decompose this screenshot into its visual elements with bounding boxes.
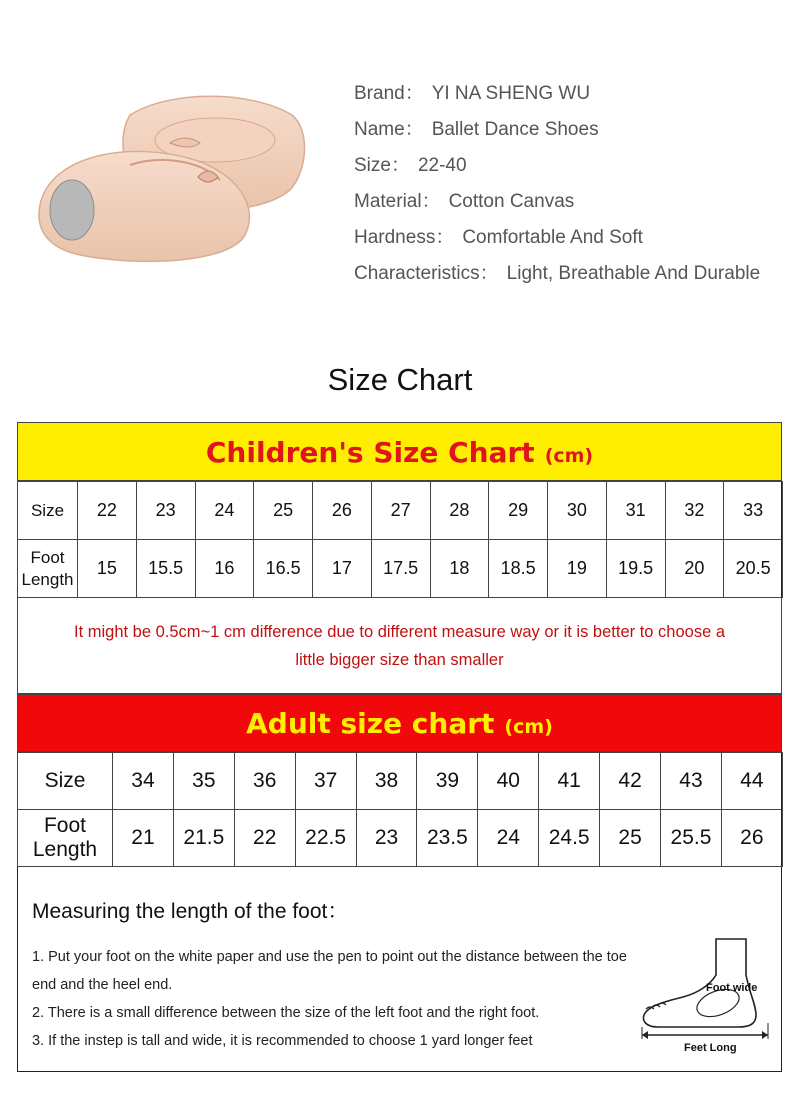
adult-foot-length-cell: 25.5 [661, 810, 722, 867]
children-foot-length-cell: 17 [313, 540, 372, 598]
children-banner-title: Children's Size Chart [205, 436, 535, 469]
children-size-cell: 23 [136, 482, 195, 540]
children-size-cell: 33 [724, 482, 783, 540]
adult-foot-length-cell: 21.5 [173, 810, 234, 867]
feet-long-label: Feet Long [684, 1042, 737, 1054]
children-size-cell: 29 [489, 482, 548, 540]
adult-foot-length-cell: 25 [600, 810, 661, 867]
adult-size-cell: 35 [173, 753, 234, 810]
adult-size-cell: 40 [478, 753, 539, 810]
children-size-cell: 30 [548, 482, 607, 540]
spec-name: Name： Ballet Dance Shoes [354, 119, 599, 140]
measure-step-3: 3. If the instep is tall and wide, it is recommended to choose 1 yard longer feet [32, 1033, 533, 1049]
adult-foot-row [18, 810, 783, 867]
adult-size-cell: 37 [295, 753, 356, 810]
adult-size-chart-banner [17, 694, 782, 752]
children-foot-row [18, 540, 783, 598]
children-foot-length-cell: 16 [195, 540, 254, 598]
foot-wide-label: Foot wide [706, 982, 758, 994]
adult-banner-title: Adult size chart [246, 707, 495, 740]
children-foot-length-cell: 16.5 [254, 540, 313, 598]
spec-size: Size： 22-40 [354, 155, 467, 176]
adult-foot-length-cell: 23.5 [417, 810, 478, 867]
children-size-cell: 27 [371, 482, 430, 540]
adult-banner-unit: (cm) [504, 716, 553, 738]
children-size-cell: 24 [195, 482, 254, 540]
measure-step-2: 2. There is a small difference between the size of the left foot and the right foot. [32, 1005, 540, 1021]
children-foot-length-cell: 15 [78, 540, 137, 598]
children-foot-length-cell: 18 [430, 540, 489, 598]
adult-foot-length-cell: 21 [113, 810, 174, 867]
children-foot-length-cell: 15.5 [136, 540, 195, 598]
adult-size-row [18, 753, 783, 810]
children-foot-length-cell: 20 [665, 540, 724, 598]
children-size-cell: 31 [606, 482, 665, 540]
adult-foot-length-cell: 26 [721, 810, 782, 867]
children-size-cell: 26 [313, 482, 372, 540]
measuring-title: Measuring the length of the foot： [32, 900, 349, 923]
adult-size-cell: 44 [721, 753, 782, 810]
adult-size-cell: 43 [661, 753, 722, 810]
adult-size-header: Size [18, 753, 113, 810]
adult-foot-length-cell: 23 [356, 810, 417, 867]
adult-size-table [17, 752, 783, 867]
size-note: It might be 0.5cm~1 cm difference due to different measure way or it is better to choose a little bigger size than smaller [17, 597, 782, 694]
adult-size-cell: 34 [113, 753, 174, 810]
spec-hardness: Hardness： Comfortable And Soft [354, 227, 643, 248]
adult-foot-header: Foot Length [18, 810, 113, 867]
spec-characteristics: Characteristics： Light, Breathable And Durable [354, 263, 761, 284]
children-size-cell: 22 [78, 482, 137, 540]
children-size-row [18, 482, 783, 540]
adult-size-cell: 39 [417, 753, 478, 810]
foot-diagram-icon [638, 935, 773, 1060]
children-size-cell: 32 [665, 482, 724, 540]
adult-foot-length-cell: 22.5 [295, 810, 356, 867]
spec-brand: Brand： YI NA SHENG WU [354, 83, 591, 104]
adult-size-cell: 38 [356, 753, 417, 810]
children-foot-header: Foot Length [18, 540, 78, 598]
size-chart-title: Size Chart [327, 362, 473, 397]
children-banner-unit: (cm) [544, 445, 594, 467]
adult-size-cell: 36 [234, 753, 295, 810]
children-foot-length-cell: 19 [548, 540, 607, 598]
measure-step-1: 1. Put your foot on the white paper and use the pen to point out the distance between the toe end and the heel end. [32, 949, 627, 993]
children-size-table [17, 481, 783, 598]
children-foot-length-cell: 20.5 [724, 540, 783, 598]
children-foot-length-cell: 19.5 [606, 540, 665, 598]
adult-foot-length-cell: 22 [234, 810, 295, 867]
children-size-cell: 28 [430, 482, 489, 540]
ballet-shoes-image [20, 85, 320, 275]
children-size-cell: 25 [254, 482, 313, 540]
children-size-chart-banner [17, 422, 782, 481]
children-size-header: Size [18, 482, 78, 540]
adult-size-cell: 42 [600, 753, 661, 810]
children-foot-length-cell: 18.5 [489, 540, 548, 598]
adult-size-cell: 41 [539, 753, 600, 810]
children-foot-length-cell: 17.5 [371, 540, 430, 598]
spec-material: Material： Cotton Canvas [354, 191, 575, 212]
adult-foot-length-cell: 24.5 [539, 810, 600, 867]
adult-foot-length-cell: 24 [478, 810, 539, 867]
